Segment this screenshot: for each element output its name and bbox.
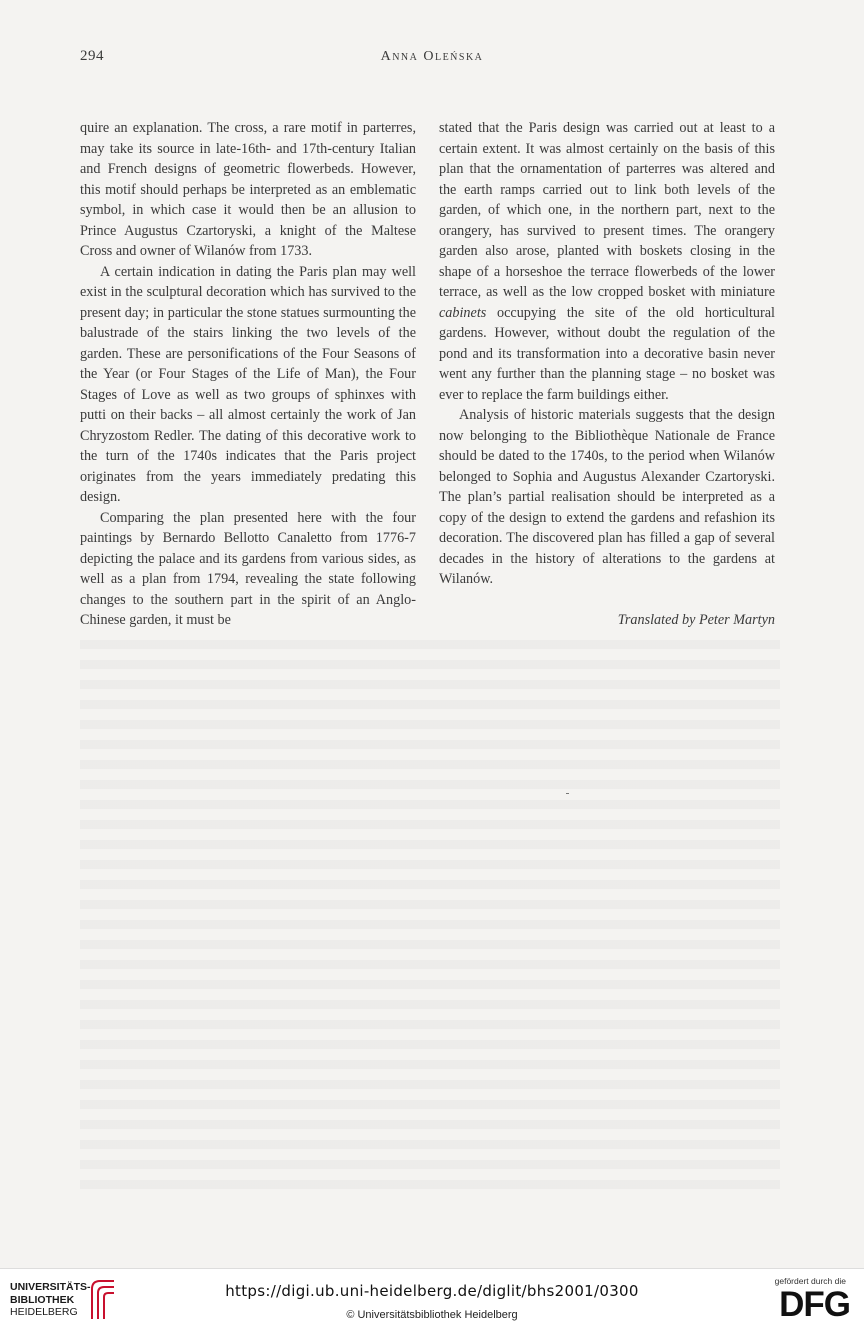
paper-speck (566, 793, 569, 794)
footer-bar (0, 1268, 864, 1331)
funding-caption: gefördert durch die (774, 1276, 846, 1286)
library-name-line: BIBLIOTHEK (10, 1293, 75, 1306)
left-text-column (80, 118, 416, 631)
paragraph: quire an explanation. The cross, a rare motif in parterres, may take its source in late-16th- and 17th-century Italian and French designs of geometric flowerbeds. However, this motif should perhaps be interpreted as an emblematic symbol, in which case it would then be an allusion to Prince Augustus Czartoryski, a knight of the Maltese Cross and owner of Wilanów from 1733. (80, 120, 416, 259)
paragraph-text: stated that the Paris design was carried out at least to a certain extent. It was almost certainly on the basis of this plan that the ornamentation of parterres was altered and the earth ramps carried out to link both levels of the garden, of which one, in the northern part, next to the orangery, has survived to present times. The orangery garden also arose, planted with boskets closing in the shape of a horseshoe the terrace flowerbeds of the lower terrace, as well as the low cropped bosket with miniature (439, 120, 775, 300)
paragraph: Comparing the plan presented here with the four paintings by Bernardo Bellotto Canaletto from 1776-7 depicting the palace and its gardens from various sides, as well as a plan from 1794, revealing the state following changes to the southern part in the spirit of an Anglo-Chinese garden, it must be (80, 509, 416, 628)
source-url-link[interactable]: https://digi.ub.uni-heidelberg.de/diglit/bhs2001/0300 (225, 1282, 639, 1300)
paragraph: A certain indication in dating the Paris plan may well exist in the sculptural decoration which has survived to the present day; in particular the stone statues surmounting the balustrade of the stairs linking the two levels of the garden. These are personifications of the Four Seasons of the Year (or Four Stages of the Life of Man), the Four Stages of Love as well as two groups of sphinxes with putti on their backs – all almost certainly the work of Jan Chryzostom Redler. The dating of this decorative work to the turn of the 1740s indicates that the Paris project originates from the years immediately predating this design. (80, 263, 416, 505)
copyright-notice: © Universitätsbibliothek Heidelberg (346, 1309, 518, 1321)
paragraph-text: occupying the site of the old horticultural gardens. However, without doubt the regulation of the pond and its transformation into a decorative basin never went any further than the planning stage – no bosket was ever to replace the farm buildings either. (439, 304, 775, 403)
paragraph: Analysis of historic materials suggests that the design now belonging to the Bibliothèque Nationale de France should be dated to the 1740s, to the period when Wilanów belonged to Sophia and Augustus Alexander Czartoryski. The plan’s partial realisation should be interpreted as a copy of the design to extend the gardens and refashion its decoration. The discovered plan has filled a gap of several decades in the history of alterations to the gardens at Wilanów. (439, 407, 775, 587)
italic-term: cabinets (439, 304, 487, 321)
dfg-logo[interactable]: DFG (779, 1285, 850, 1324)
paragraph (439, 118, 775, 405)
page-number: 294 (80, 48, 104, 64)
library-name-line: HEIDELBERG (10, 1306, 78, 1318)
running-head: Anna Oleńska (380, 49, 484, 64)
translator-credit: Translated by Peter Martyn (617, 611, 775, 628)
library-name-line: UNIVERSITÄTS- (10, 1281, 91, 1293)
bleed-through-texture (80, 640, 780, 1200)
right-text-column (439, 118, 775, 630)
